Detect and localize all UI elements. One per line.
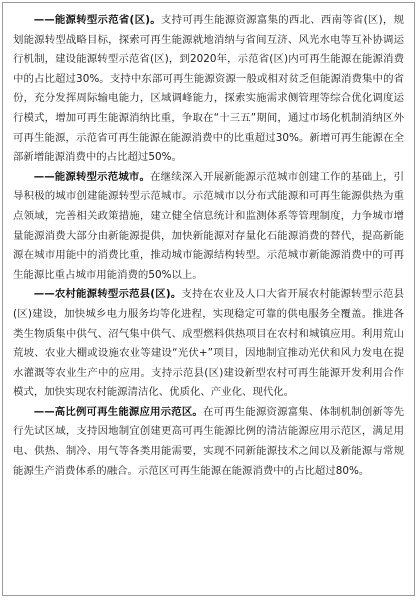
paragraph-heading: ——农村能源转型示范县(区)。 — [33, 288, 182, 301]
paragraph-high-renewable-zone — [13, 403, 404, 481]
paragraph-heading: ——高比例可再生能源应用示范区。 — [33, 405, 204, 418]
paragraph-heading: ——能源转型示范省(区)。 — [33, 14, 161, 26]
paragraph-body: 在可再生能源资源富集、体制机制创新等先行先试区域，支持因地制宜创建更高可再生能源比例的清洁能源应用示范区，满足用电、供热、制冷、用气等各类用能需要，实现不同新能源技术之间以及新能源与常规能源生产消费体系的融合。示范区可再生能源在能源消费中的占比超过80%。 — [13, 405, 404, 477]
paragraph-body: 支持可再生能源资源富集的西北、西南等省(区)，规划能源转型战略目标，探索可再生能源就地消纳与省间互济、风光水电等互补协调运行机制，建设能源转型示范省(区)，到2020年，示范省(区)内可再生能源在能源消费中的占比超过30%。支持中东部可再生能源资源一般或相对贫乏但能源消费集中的省份，充分发挥周际输电能力，区域调峰能力，探索实施需求侧管理等综合优化调度运行模式，增加可再生能源消纳比重，争取在“十三五”期间，通过市场化机制消纳区外可再生能源，示范省可再生能源在能源消费中的比重超过30%。新增可再生能源在全部新增能源消费中的占比超过50%。 — [13, 14, 404, 164]
paragraph-body: 支持在农业及人口大省开展农村能源转型示范县(区)建设，加快城乡电力服务均等化进程，实现稳定可靠的供电服务全覆盖。推进各类生物质集中供气、沼气集中供气、成型燃料供热项目在农村和城镇应用。利用荒山荒坡、农业大棚或设施农业等建设“光伏+”项目，因地制宜推动光伏和风力发电在提水灌溉等农业生产中的应用。支持示范县(区)建设新型农村可再生能源开发利用合作模式，加快实现农村能源清洁化、优质化、产业化、现代化。 — [13, 288, 405, 399]
paragraph-heading: ——能源转型示范城市。 — [33, 170, 151, 183]
document-page — [2, 2, 415, 596]
paragraph-energy-transition-city — [13, 168, 404, 286]
paragraph-rural-energy-county — [13, 285, 404, 403]
paragraph-body: 在继续深入开展新能源示范城市创建工作的基础上，引导积极的城市创建能源转型示范城市。示范城市以分布式能源和可再生能源供热为重点领域，完善相关政策措施，建立健全信息统计和监测体系等管理制度，力争城市增量能源消费大部分由新能源提供，加快新能源对存量化石能源消费的替代，提高新能源在城市用能中的消费比重，推动城市能源结构转型。示范城市新能源消费中的可再生能源比重占城市用能消费的50%以上。 — [13, 170, 404, 281]
paragraph-energy-transition-province — [13, 11, 404, 168]
